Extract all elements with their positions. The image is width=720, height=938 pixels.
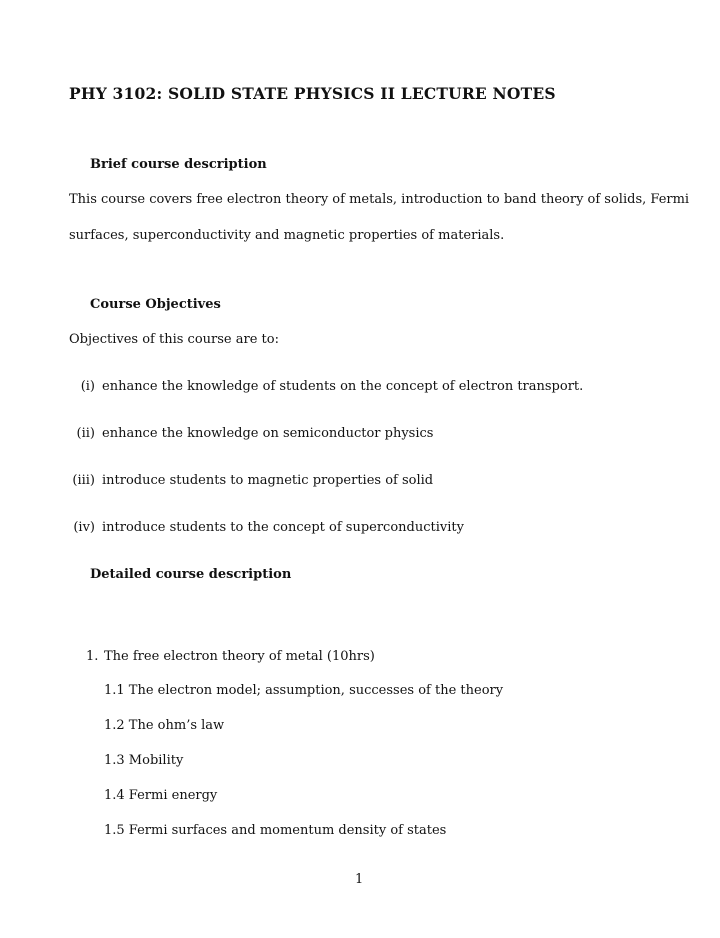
subtopic-item: 1.5 Fermi surfaces and momentum density of states — [104, 823, 447, 838]
subtopic-item: 1.2 The ohm’s law — [104, 718, 225, 733]
topic-number: 1. — [86, 649, 99, 664]
subtopic-item: 1.1 The electron model; assumption, successes of the theory — [104, 683, 504, 698]
detailed-description-heading: Detailed course description — [90, 567, 292, 582]
objective-marker: (ii) — [76, 426, 95, 441]
course-objectives-heading: Course Objectives — [90, 297, 221, 312]
objectives-intro: Objectives of this course are to: — [69, 332, 279, 347]
objective-marker: (iv) — [73, 520, 95, 535]
brief-description-line-1: This course covers free electron theory of metals, introduction to band theory of solids, Fermi — [69, 192, 690, 207]
subtopic-item: 1.4 Fermi energy — [104, 788, 218, 803]
objective-item: enhance the knowledge on semiconductor physics — [102, 426, 434, 441]
objective-marker: (i) — [80, 379, 95, 394]
document-title: PHY 3102: SOLID STATE PHYSICS II LECTURE NOTES — [69, 84, 556, 103]
brief-description-line-2: surfaces, superconductivity and magnetic properties of materials. — [69, 228, 505, 243]
brief-description-heading: Brief course description — [90, 157, 267, 172]
objective-item: enhance the knowledge of students on the concept of electron transport. — [102, 379, 584, 394]
objective-item: introduce students to the concept of superconductivity — [102, 520, 464, 535]
topic-title: The free electron theory of metal (10hrs) — [104, 649, 375, 664]
page-number: 1 — [355, 872, 364, 887]
objective-item: introduce students to magnetic properties of solid — [102, 473, 434, 488]
subtopic-item: 1.3 Mobility — [104, 753, 184, 768]
objective-marker: (iii) — [72, 473, 95, 488]
